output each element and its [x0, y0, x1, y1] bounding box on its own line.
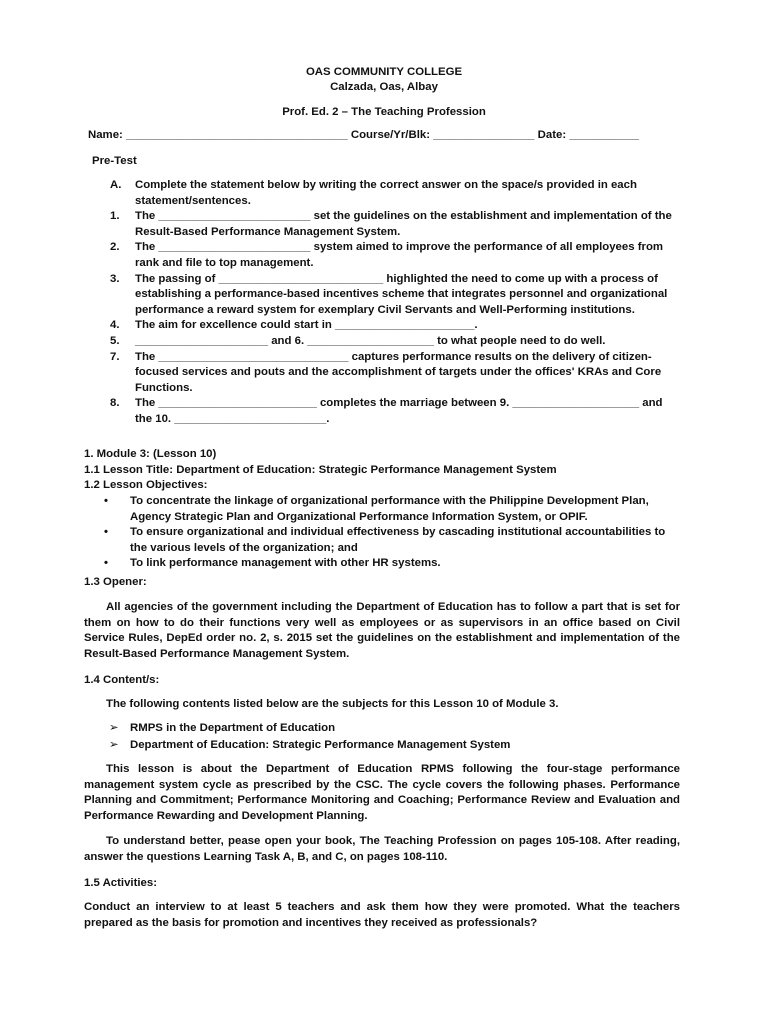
bullet-icon: • — [104, 526, 108, 539]
question-item — [110, 396, 680, 427]
activities-heading: 1.5 Activities: — [84, 877, 158, 889]
question-number: 2. — [110, 241, 120, 254]
question-text: The passing of __________________________ highlighted the need to come up with a process of establishing a performance-based incentives scheme that integrates personnel and organizational performance a reward system for exemplary Civil Servants and Well-Performing institutions. — [135, 272, 668, 316]
question-item — [110, 209, 680, 240]
objectives-heading: 1.2 Lesson Objectives: — [84, 479, 208, 491]
question-text: The ________________________ system aimed to improve the performance of all employees from rank and file to top management. — [135, 241, 664, 269]
objective-text: To concentrate the linkage of organizational performance with the Philippine Development Plan, Agency Strategic Plan and Organizational Performance Information System, or OPIF. — [130, 495, 649, 523]
question-number: 8. — [110, 397, 120, 410]
activities-paragraph: Conduct an interview to at least 5 teachers and ask them how they were promoted. What the teachers prepared as the basis for promotion and incentives they received as professionals? — [84, 901, 680, 929]
opener-paragraph: All agencies of the government including the Department of Education has to follow a part that is set for them on how to do their functions very well as employees or as supervisors in an office based on Civil Service Rules, DepEd order no. 2, s. 2015 set the guidelines on the establishment and implementation of the Result-Based Performance Management System. — [84, 601, 680, 660]
question-text: _____________________ and 6. ____________________ to what people need to do well. — [135, 334, 606, 347]
lesson-paragraph: This lesson is about the Department of Education RPMS following the four-stage performance management system cycle as prescribed by the CSC. The cycle covers the following phases. Performance Planning and Commitment; Performance Monitoring and Coaching; Performance Review and Evaluation and Performance Rewarding and Development Planning. — [84, 763, 680, 822]
question-number: 5. — [110, 334, 120, 347]
question-number: 7. — [110, 350, 120, 363]
content-item — [109, 738, 669, 754]
question-item — [110, 334, 680, 350]
opener-heading: 1.3 Opener: — [84, 576, 147, 588]
pretest-instruction — [110, 178, 680, 209]
content-heading: 1.4 Content/s: — [84, 674, 160, 686]
content-item-text: Department of Education: Strategic Performance Management System — [130, 738, 511, 751]
question-text: The _________________________ completes the marriage between 9. ____________________ and the 10. ________________________. — [135, 397, 663, 425]
question-item — [110, 272, 680, 319]
objective-item — [104, 494, 682, 525]
college-address: Calzada, Oas, Albay — [330, 81, 438, 93]
question-number: 1. — [110, 210, 120, 223]
question-item — [110, 350, 680, 397]
question-text: The aim for excellence could start in ______________________. — [135, 319, 478, 332]
question-number: 4. — [110, 319, 120, 332]
pretest-questions — [110, 178, 680, 428]
question-text: The ______________________________ captures performance results on the delivery of citizen-focused services and pouts and the accomplishment of targets under the offices' KRAs and Core Functions. — [135, 350, 662, 394]
objective-item — [104, 556, 682, 572]
question-text: The ________________________ set the guidelines on the establishment and implementation of the Result-Based Performance Management System. — [135, 210, 672, 238]
objective-item — [104, 525, 682, 556]
content-list — [109, 721, 669, 754]
objective-text: To link performance management with other HR systems. — [130, 557, 441, 570]
reading-paragraph: To understand better, pease open your book, The Teaching Profession on pages 105-108. After reading, answer the questions Learning Task A, B, and C, on pages 108-110. — [84, 835, 680, 863]
bullet-icon: • — [104, 495, 108, 507]
objective-text: To ensure organizational and individual effectiveness by cascading institutional accountabilities to the various levels of the organization; and — [130, 526, 666, 554]
college-name: OAS COMMUNITY COLLEGE — [305, 66, 463, 78]
question-number: 3. — [110, 272, 120, 285]
objectives-list — [104, 494, 682, 572]
module-title: 1. Module 3: (Lesson 10) — [84, 448, 217, 460]
content-item-text: RMPS in the Department of Education — [130, 722, 336, 734]
question-item — [110, 318, 680, 334]
arrow-bullet-icon: ➢ — [109, 738, 119, 751]
course-title: Prof. Ed. 2 – The Teaching Profession — [282, 106, 486, 118]
student-info-line: Name: ___________________________________ Course/Yr/Blk: ________________ Date: ___________ — [88, 129, 640, 141]
content-intro: The following contents listed below are the subjects for this Lesson 10 of Module 3. — [106, 698, 559, 710]
lesson-title: 1.1 Lesson Title: Department of Education: Strategic Performance Management System — [84, 464, 557, 476]
bullet-icon: • — [104, 557, 108, 570]
question-text: Complete the statement below by writing the correct answer on the space/s provided in each statement/sentences. — [135, 179, 637, 207]
question-number: A. — [110, 179, 122, 191]
question-item — [110, 240, 680, 271]
pretest-label: Pre-Test — [92, 155, 137, 167]
content-item — [109, 721, 669, 737]
arrow-bullet-icon: ➢ — [109, 722, 119, 734]
